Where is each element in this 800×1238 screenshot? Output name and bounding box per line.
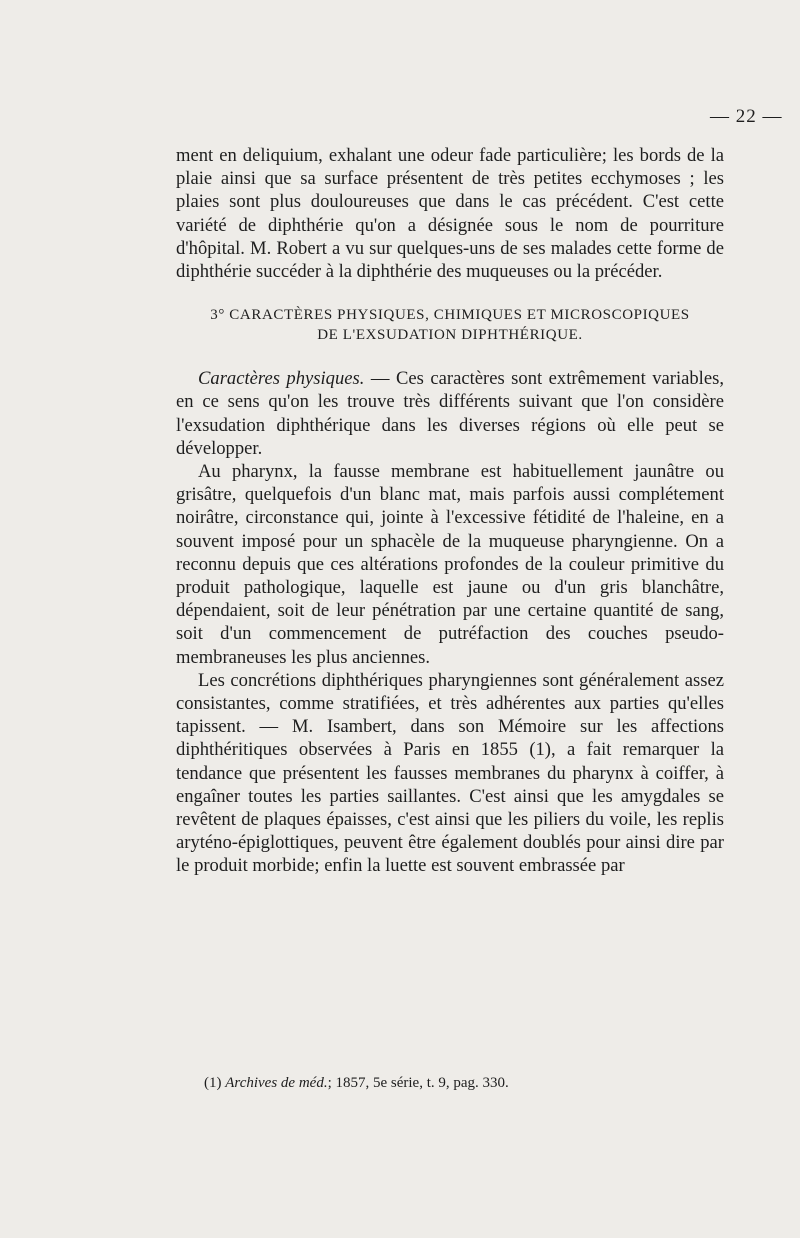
paragraph-1: ment en deliquium, exhalant une odeur fade particulière; les bords de la plaie ainsi que sa surface présentent de très petites ecchymoses ; les plaies sont plus douloureuses que dans le cas précédent. C'est cette variété de diphthérie qu'on a désignée sous le nom de pourriture d'hôpital. M. Robert a vu sur quelques-uns de ses malades cette forme de diphthérie succéder à la diphthérie des muqueuses ou la précéder. (176, 145, 724, 283)
paragraph-2-lead: Caractères physiques. (198, 368, 365, 390)
section-heading-line-2: DE L'EXSUDATION DIPHTHÉRIQUE. (317, 327, 583, 344)
footnote-title: Archives de méd. (225, 1075, 328, 1091)
page-number: — 22 — (710, 106, 783, 127)
footnote (204, 1075, 509, 1092)
section-heading (176, 305, 724, 345)
paragraph-3: Au pharynx, la fausse membrane est habituellement jaunâtre ou grisâtre, quelquefois d'un blanc mat, mais parfois aussi complétement noirâtre, circonstance qui, jointe à l'excessive fétidité de l'haleine, en a souvent imposé pour un sphacèle de la muqueuse pharyngienne. On a reconnu depuis que ces altérations profondes de la couleur primitive du produit pathologique, laquelle est jaune ou d'un gris blanchâtre, dépendaient, soit de leur pénétration par une certaine quantité de sang, soit d'un commencement de putréfaction des couches pseudo-membraneuses les plus anciennes. (176, 461, 724, 668)
paragraph-2 (176, 367, 724, 460)
section-heading-line-1: 3° CARACTÈRES PHYSIQUES, CHIMIQUES ET MICROSCOPIQUES (210, 307, 690, 324)
body-text (176, 144, 724, 878)
footnote-details: ; 1857, 5e série, t. 9, pag. 330. (327, 1075, 509, 1091)
paragraph-2-body: — Ces caractères sont extrêmement variables, en ce sens qu'on les trouve très différents suivant que l'on considère l'exsudation diphthérique dans les diverses régions où elle peut se développer. (176, 368, 724, 459)
paragraph-4: Les concrétions diphthériques pharyngiennes sont généralement assez consistantes, comme stratifiées, et très adhérentes aux parties qu'elles tapissent. — M. Isambert, dans son Mémoire sur les affections diphthéritiques observées à Paris en 1855 (1), a fait remarquer la tendance que présentent les fausses membranes du pharynx à coiffer, à engaîner toutes les parties saillantes. C'est ainsi que les amygdales se revêtent de plaques épaisses, c'est ainsi que les piliers du voile, les replis aryténo-épiglottiques, peuvent être également doublés pour ainsi dire par le produit morbide; enfin la luette est souvent embrassée par (176, 669, 724, 877)
footnote-marker: (1) (204, 1075, 222, 1091)
